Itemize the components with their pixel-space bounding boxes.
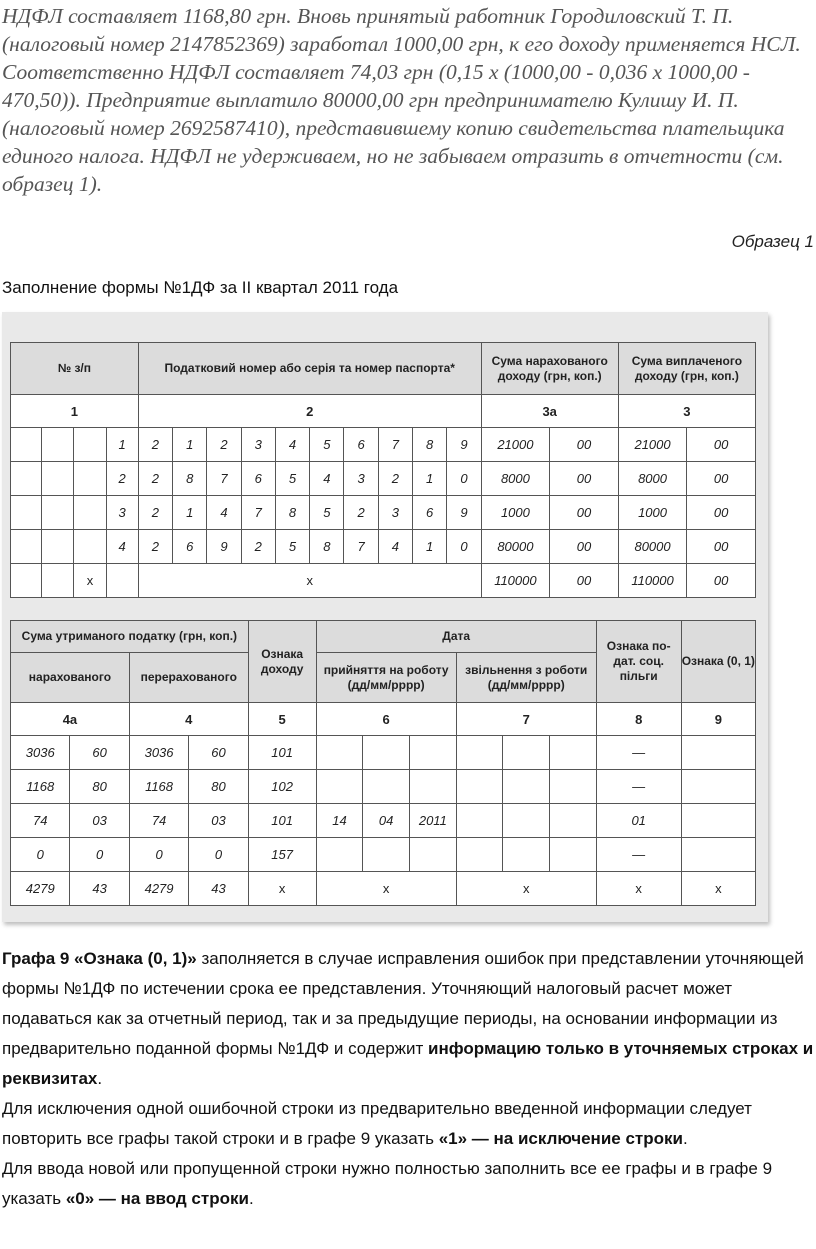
- header-row-number: № з/п: [11, 343, 139, 395]
- accrued-kop: 00: [550, 530, 619, 564]
- paid-kop: 00: [687, 462, 756, 496]
- digit-cell: 9: [447, 428, 481, 462]
- total-accrued-kop: 00: [550, 564, 619, 598]
- note-bold: «0» — на ввод строки: [65, 1189, 249, 1208]
- table-row: [11, 530, 756, 564]
- header-social-benefit: Ознака по-дат. соц. пільги: [596, 621, 681, 703]
- sign-01: [681, 804, 755, 838]
- note-text: заполняется в случае исправления ошибок при представлении уточняющей формы №1ДФ по истечении срока ее представления. Уточняющий налоговый расчет может подаваться как за отчетный период, так и за предыдущие периоды, на основании информации из предварительно поданной формы №1ДФ и содержит: [2, 949, 804, 1058]
- fire-month: [503, 736, 550, 770]
- sign-01: [681, 770, 755, 804]
- paid-grn: 80000: [618, 530, 687, 564]
- column-number: 6: [316, 703, 456, 736]
- digit-cell: 7: [241, 496, 275, 530]
- column-number: 7: [456, 703, 596, 736]
- hire-month: [363, 736, 410, 770]
- digit-cell: 1: [173, 496, 207, 530]
- paid-kop: 00: [687, 496, 756, 530]
- empty-cell: [106, 564, 138, 598]
- digit-cell: 2: [138, 428, 172, 462]
- note-paragraph: [2, 1154, 814, 1214]
- digit-cell: 5: [310, 428, 344, 462]
- total-row: [11, 564, 756, 598]
- digit-cell: 9: [207, 530, 241, 564]
- note-text: .: [248, 1189, 254, 1208]
- digit-cell: 2: [378, 462, 412, 496]
- note-paragraph: [2, 1094, 814, 1154]
- column-number: 4а: [11, 703, 130, 736]
- hire-day: [316, 838, 363, 872]
- note-text: Для ввода новой или пропущенной строки нужно полностью заполнить все ее графы и в графе 9 указать: [2, 1159, 773, 1208]
- income-sign: 157: [248, 838, 316, 872]
- header-income-sign: Ознака доходу: [248, 621, 316, 703]
- header-hire-date: прийняття на роботу (дд/мм/рррр): [316, 653, 456, 703]
- digit-cell: 2: [138, 462, 172, 496]
- fire-day: [456, 770, 503, 804]
- transferred-grn: 74: [129, 804, 188, 838]
- column-number: 3а: [481, 395, 618, 428]
- fire-year: [550, 838, 597, 872]
- accrued-grn: 8000: [481, 462, 550, 496]
- total-accrued-kop: 43: [70, 872, 129, 906]
- empty-cell: [42, 564, 74, 598]
- accrued-kop: 00: [550, 496, 619, 530]
- hire-month: [363, 770, 410, 804]
- fire-day: [456, 804, 503, 838]
- social-benefit: —: [596, 770, 681, 804]
- hire-year: 2011: [409, 804, 456, 838]
- digit-cell: 8: [310, 530, 344, 564]
- paid-grn: 21000: [618, 428, 687, 462]
- social-benefit: —: [596, 838, 681, 872]
- empty-cell: [42, 496, 74, 530]
- note-bold: Графа 9 «Ознака (0, 1)»: [2, 949, 197, 968]
- total-mark: x: [138, 564, 481, 598]
- hire-year: [409, 838, 456, 872]
- hire-year: [409, 770, 456, 804]
- column-number: 2: [138, 395, 481, 428]
- transferred-kop: 60: [189, 736, 248, 770]
- digit-cell: 1: [413, 530, 447, 564]
- sign-01: [681, 838, 755, 872]
- row-number: 1: [106, 428, 138, 462]
- table-row: [11, 462, 756, 496]
- sample-label: Образец 1: [731, 232, 814, 251]
- header-accrued: нарахованого: [11, 653, 130, 703]
- hire-year: [409, 736, 456, 770]
- accrued-grn: 3036: [11, 736, 70, 770]
- fire-month: [503, 770, 550, 804]
- digit-cell: 7: [344, 530, 378, 564]
- hire-month: [363, 838, 410, 872]
- social-benefit: 01: [596, 804, 681, 838]
- digit-cell: 4: [378, 530, 412, 564]
- accrued-grn: 21000: [481, 428, 550, 462]
- note-bold: информацию только в уточняемых строках и реквизитах: [2, 1039, 814, 1088]
- tax-table: [10, 620, 756, 906]
- accrued-kop: 00: [550, 462, 619, 496]
- digit-cell: 3: [378, 496, 412, 530]
- table-row: [11, 804, 756, 838]
- column-number: 9: [681, 703, 755, 736]
- income-sign: 101: [248, 804, 316, 838]
- digit-cell: 9: [447, 496, 481, 530]
- accrued-grn: 1000: [481, 496, 550, 530]
- empty-cell: [42, 462, 74, 496]
- total-mark: x: [681, 872, 755, 906]
- accrued-kop: 60: [70, 736, 129, 770]
- hire-day: 14: [316, 804, 363, 838]
- income-table: [10, 342, 756, 598]
- form-1df-image: [2, 312, 768, 922]
- note-paragraph: [2, 944, 814, 1094]
- table-row: [11, 496, 756, 530]
- header-transferred: перерахованого: [129, 653, 248, 703]
- fire-month: [503, 804, 550, 838]
- transferred-grn: 3036: [129, 736, 188, 770]
- empty-cell: [11, 564, 42, 598]
- empty-cell: [74, 462, 106, 496]
- accrued-kop: 80: [70, 770, 129, 804]
- header-tax-number: Податковий номер або серія та номер паспорта*: [138, 343, 481, 395]
- table-row: [11, 736, 756, 770]
- total-accrued-grn: 110000: [481, 564, 550, 598]
- digit-cell: 6: [344, 428, 378, 462]
- fire-day: [456, 838, 503, 872]
- digit-cell: 2: [207, 428, 241, 462]
- table-caption: Заполнение формы №1ДФ за II квартал 2011 года: [2, 278, 399, 297]
- note-text: Для исключения одной ошибочной строки из предварительно введенной информации следует повторить все графы такой строки и в графе 9 указать: [2, 1099, 752, 1148]
- total-transferred-grn: 4279: [129, 872, 188, 906]
- empty-cell: [11, 462, 42, 496]
- table-row: [11, 428, 756, 462]
- column-number: 4: [129, 703, 248, 736]
- transferred-kop: 80: [189, 770, 248, 804]
- digit-cell: 3: [344, 462, 378, 496]
- fire-year: [550, 770, 597, 804]
- empty-cell: [42, 530, 74, 564]
- column-number: 1: [11, 395, 139, 428]
- digit-cell: 5: [310, 496, 344, 530]
- accrued-grn: 0: [11, 838, 70, 872]
- accrued-grn: 1168: [11, 770, 70, 804]
- total-row: [11, 872, 756, 906]
- digit-cell: 4: [275, 428, 309, 462]
- hire-day: [316, 770, 363, 804]
- fire-month: [503, 838, 550, 872]
- digit-cell: 3: [241, 428, 275, 462]
- header-paid-income: Сума виплаченого доходу (грн, коп.): [618, 343, 755, 395]
- empty-cell: [74, 530, 106, 564]
- accrued-kop: 0: [70, 838, 129, 872]
- fire-day: [456, 736, 503, 770]
- paid-kop: 00: [687, 428, 756, 462]
- empty-cell: [74, 428, 106, 462]
- intro-paragraph: НДФЛ составляет 1168,80 грн. Вновь принятый работник Городиловский Т. П. (налоговый номер 2147852369) заработал 1000,00 грн, к его доходу применяется НСЛ. Соответственно НДФЛ составляет 74,03 грн (0,15 х (1000,00 - 0,036 х 1000,00 - 470,50)). Предприятие выплатило 80000,00 грн предпринимателю Кулишу И. П. (налоговый номер 2692587410), представившему копию свидетельства плательщика единого налога. НДФЛ не удерживаем, но не забываем отразить в отчетности (см. образец 1).: [2, 4, 801, 196]
- column-number: 5: [248, 703, 316, 736]
- accrued-kop: 03: [70, 804, 129, 838]
- transferred-kop: 0: [189, 838, 248, 872]
- empty-cell: [42, 428, 74, 462]
- column-number: 8: [596, 703, 681, 736]
- hire-month: 04: [363, 804, 410, 838]
- sign-01: [681, 736, 755, 770]
- transferred-grn: 0: [129, 838, 188, 872]
- note-bold: «1» — на исключение строки: [438, 1129, 683, 1148]
- column-number: 3: [618, 395, 755, 428]
- row-number: 2: [106, 462, 138, 496]
- income-sign: 102: [248, 770, 316, 804]
- digit-cell: 1: [173, 428, 207, 462]
- digit-cell: 2: [241, 530, 275, 564]
- paid-grn: 8000: [618, 462, 687, 496]
- digit-cell: 4: [310, 462, 344, 496]
- accrued-grn: 80000: [481, 530, 550, 564]
- social-benefit: —: [596, 736, 681, 770]
- total-paid-kop: 00: [687, 564, 756, 598]
- digit-cell: 2: [344, 496, 378, 530]
- header-accrued-income: Сума нарахованого доходу (грн, коп.): [481, 343, 618, 395]
- digit-cell: 6: [241, 462, 275, 496]
- digit-cell: 2: [138, 496, 172, 530]
- header-withheld-tax: Сума утриманого податку (грн, коп.): [11, 621, 249, 653]
- paid-grn: 1000: [618, 496, 687, 530]
- header-sign-01: Ознака (0, 1): [681, 621, 755, 703]
- total-mark: x: [456, 872, 596, 906]
- row-number: 4: [106, 530, 138, 564]
- row-number: 3: [106, 496, 138, 530]
- total-mark: x: [316, 872, 456, 906]
- total-mark: x: [248, 872, 316, 906]
- digit-cell: 8: [275, 496, 309, 530]
- digit-cell: 8: [173, 462, 207, 496]
- digit-cell: 7: [378, 428, 412, 462]
- table-row: [11, 838, 756, 872]
- note-text: .: [682, 1129, 688, 1148]
- total-mark: x: [74, 564, 106, 598]
- empty-cell: [11, 530, 42, 564]
- digit-cell: 5: [275, 462, 309, 496]
- digit-cell: 5: [275, 530, 309, 564]
- paid-kop: 00: [687, 530, 756, 564]
- note-text: .: [97, 1069, 103, 1088]
- digit-cell: 4: [207, 496, 241, 530]
- digit-cell: 0: [447, 462, 481, 496]
- transferred-grn: 1168: [129, 770, 188, 804]
- total-mark: x: [596, 872, 681, 906]
- income-sign: 101: [248, 736, 316, 770]
- total-paid-grn: 110000: [618, 564, 687, 598]
- hire-day: [316, 736, 363, 770]
- total-transferred-kop: 43: [189, 872, 248, 906]
- empty-cell: [74, 496, 106, 530]
- accrued-grn: 74: [11, 804, 70, 838]
- digit-cell: 7: [207, 462, 241, 496]
- table-row: [11, 770, 756, 804]
- explanation-notes: [2, 944, 814, 1214]
- accrued-kop: 00: [550, 428, 619, 462]
- header-fire-date: звільнення з роботи (дд/мм/рррр): [456, 653, 596, 703]
- empty-cell: [11, 496, 42, 530]
- empty-cell: [11, 428, 42, 462]
- fire-year: [550, 736, 597, 770]
- digit-cell: 2: [138, 530, 172, 564]
- digit-cell: 6: [173, 530, 207, 564]
- digit-cell: 0: [447, 530, 481, 564]
- header-date: Дата: [316, 621, 596, 653]
- digit-cell: 6: [413, 496, 447, 530]
- digit-cell: 1: [413, 462, 447, 496]
- fire-year: [550, 804, 597, 838]
- total-accrued-grn: 4279: [11, 872, 70, 906]
- digit-cell: 8: [413, 428, 447, 462]
- transferred-kop: 03: [189, 804, 248, 838]
